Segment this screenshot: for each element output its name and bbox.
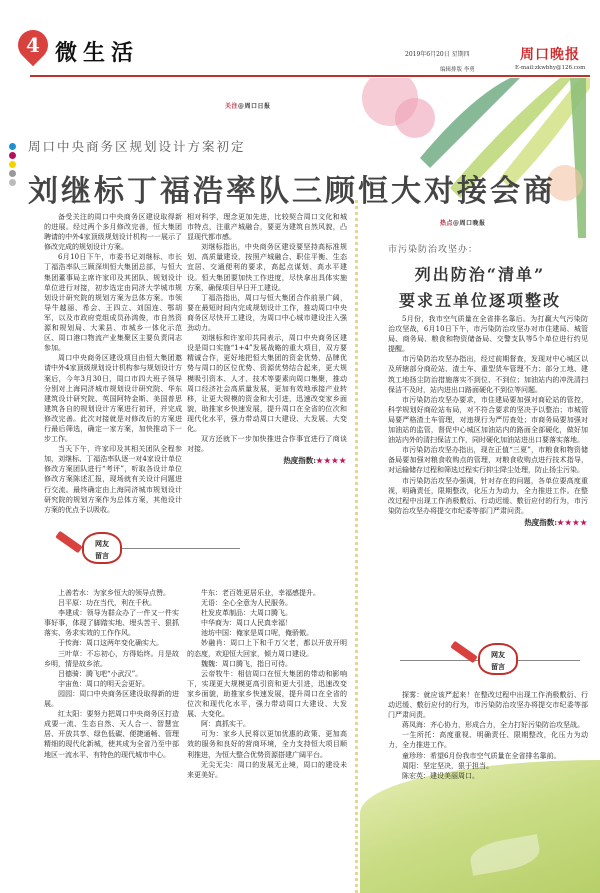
comments-right [388, 690, 588, 781]
comment: 宇宙鱼：周口的明天会更好。 [58, 679, 149, 688]
paragraph: 刘继标和许家印共同表示，周口中央商务区建设是周口实施“1+4”发展战略的重大项目，双方要精诚合作，更好地把恒大集团的资金优势、品牌优势与周口的区位优势、资源优势结合起来，更大规模吸引资本、人才、技术等要素向周口集聚，推动周口经济社会高质量发展，更加有效地承接产业转移，让更大规模的资金和大引进，迅速改变家乡面貌，助推家乡快速发展，提升周口在全省的位次和现代化水平，强力带动周口大建设、大发展、大变化。 [187, 334, 347, 433]
article2-headline: 列出防治“清单” 要求五单位逐项整改 [398, 265, 561, 310]
comment: 牛东：老百姓更居乐业，幸福感提升。 [201, 589, 320, 597]
comment: 无尖无尖：周口的发展无止境，周口的建设未来更美好。 [187, 760, 347, 779]
comment: 一生所托：高度重视、明确责任、限期整改，化压力为动力，全力推进工作。 [388, 731, 588, 750]
contact-email: E-mail:zkwbhy@126.com [515, 65, 586, 71]
article2-heat-rating: 热度指数:★★★★ [524, 517, 588, 527]
star-rating-icon: ★★★★ [316, 456, 347, 466]
article1-source-label: 关注@周口日报 [225, 103, 271, 110]
comments-badge: 网友 留言 [82, 532, 122, 564]
article2-body [388, 314, 588, 528]
comment: 妙融肖：周口上下和千万父老，都以开放开明的态度，欢迎恒大回家，倾力周口建设。 [187, 639, 347, 658]
comment: 中华商为：周口人民真幸福！ [201, 619, 292, 628]
article1-headline: 刘继标丁福浩率队三顾恒大对接会商 [28, 174, 556, 209]
paragraph: 市污染防治攻坚办要求，市住建局要加强对商砼站的管控，科学规划好商砼站布局，对不符合要求的坚决予以整治；市城管局要严格渣土车管理，对违规行为严厉查处；市商务局要加强对加油站的监管，督促中心城区加油站内的路面全部硬化，做好加油站内外的清扫保洁工作，同时硬化加油站进出口要落实落地。 [388, 395, 588, 445]
article2-source-label: 热点@周口晚报 [440, 220, 486, 227]
page-number: 4 [26, 33, 40, 57]
paragraph: 双方还就下一步加快推进合作事宜进行了商谈对接。 [187, 435, 347, 454]
paragraph: 市污染防治攻坚办强调，针对存在的问题，各单位要高度重视，明确责任，限期整改，化压力为动力，全力推进工作。在整改过程中出现工作消极敷衍、行动迟缓、敷衍应付的行为，市污染防治攻坚办将提交市纪委等部门严肃问责。 [388, 476, 588, 515]
paragraph: 5月份，我市空气质量在全省排名靠后。为打赢大气污染防治攻坚战，6月10日下午，市污染防治攻坚办对市住建局、城管局、商务局、粮食和物资储备局、交警支队等5个单位进行约见提醒。 [388, 315, 588, 354]
comment: 三叶草：不忘初心，方得始终。月是故乡明，情是故乡浓。 [44, 649, 179, 668]
paragraph: 周口中央商务区建设项目由恒大集团邀请中外4家顶级规划设计机构参与规划设计方案后，今年3月30日，周口市四大班子领导分别对上海同济城市规划设计研究院、华东建筑设计研究院、英国阿特金斯、美国普思建筑各自的规划设计方案进行初评，并完成修改完善。此次对接就是对修改后的方案进行最后筛选，确定一家方案，加快推动下一步工作。 [44, 354, 182, 444]
comment: 红太阳：要努力把周口中央商务区打造成要一流、生态自然、天人合一、智慧宜居、开放共享、绿色低碳、便捷通畅、管理精细的现代化新城，使其成为全省乃至中部地区一流水平、有特色的现代城市中心。 [44, 710, 179, 759]
floral-decoration-icon [360, 78, 590, 238]
article1-heat-rating: 热度指数:★★★★ [283, 456, 347, 466]
paragraph: 相对科学，理念更加先进，比较契合周口文化和城市特点，注重产城融合，要更为建筑自然风貌，凸显现代都市感。 [187, 213, 347, 242]
issue-date: 2019年6月20日 星期四 [405, 51, 470, 58]
paragraph: 当天下午，许家印及其相关团队全程参加，刘继标、丁福浩率队逐一对4家设计单位修改方案团队进行“考评”，听取各设计单位修改方案陈述汇报，现场就有关设计问题进行交流。最终确定由上海同济城市规划设计研究院的规划方案作为总体方案，其他设计方案的优点予以吸收。 [44, 445, 182, 514]
paragraph: 丁福浩指出，周口与恒大集团合作前景广阔，要在最短时间内完成规划设计工作，推动周口中央商务区尽快开工建设，为周口中心城市建设注入强劲动力。 [187, 293, 347, 333]
color-registration-dots [9, 143, 16, 188]
comment: 于传海：周口这两年变化确实大。 [58, 639, 163, 648]
comment: 可为：家乡人民将以更加优惠的政策、更加高效的服务和良好的营商环境，全力支持恒大项目顺利推进，为恒大整合优势资源搭建广阔平台。 [187, 730, 347, 759]
comment: 周阳：坚定坚决，狠于担当。 [402, 761, 493, 770]
header-rule [30, 75, 590, 77]
comment: 阿：真抓实干。 [201, 720, 250, 729]
paragraph: 刘继标指出，中央商务区建设要坚持高标准规划、高质量建设，按照产城融合、职住平衡、生态宜居、交通便利的要求，高起点谋划、高水平建设。恒大集团要加快工作进度，尽快拿出具体实施方案，确保项目早日开工建设。 [187, 243, 347, 292]
comment: 园园：周口中央商务区建设取得新的进展。 [44, 689, 179, 709]
article2-subtitle: 市污染防治攻坚办： [388, 245, 479, 255]
article1-column-2 [187, 212, 347, 466]
comments-left-column-1 [44, 588, 179, 760]
comment: 李建成：领导为群众办了一件又一件实事好事，体现了脚踏实地、埋头苦干、狠抓落实、务求实效的工作作风。 [44, 609, 179, 638]
article1-column-1 [44, 212, 182, 515]
article1-subtitle: 周口中央商务区规划设计方案初定 [28, 139, 246, 154]
column-separator [355, 200, 358, 893]
comments-left-column-2 [187, 588, 347, 780]
paragraph: 6月10日下午，市委书记刘继标、市长丁福浩率队三顾深圳恒大集团总部，与恒大集团董事局主席许家印及其团队、规划设计单位进行对接，初步选定由同济大学城市规划设计研究院的规划方案为总体方案。市领导牛越丽、希会、王四立、刘国连、鄂胡军，以及市政府党组成员孙鸿俊，市自然资源和规划局、大乘县、市城乡一体化示范区、周口港口物流产业集聚区主要负责同志参加。 [44, 253, 182, 353]
comments-badge: 网友 留言 [478, 643, 518, 675]
pencil-icon [55, 531, 83, 554]
paragraph: 市污染防治攻坚办指出，现在正值“三夏”，市粮食和物资储备局要加强对粮食收购点的管理，对粮食收购点进行技术指导，对运输储存过程和筛选过程实行抑尘降尘处理，防止扬尘污染。 [388, 446, 588, 475]
editor-credit: 编辑排版 李勇 [440, 67, 475, 73]
comment: 云帝牧牛：相信周口在恒大集团的带动和影响下，实现更大规模更高引资和更大引进，迅速改变家乡面貌，助推家乡快速发展，提升周口在全省的位次和现代化水平，强力带动周口大建设、大发展、大变化。 [187, 669, 347, 719]
comment: 陈宏英：建设美丽周口。 [402, 771, 479, 780]
section-title: 微生活 [55, 40, 140, 66]
paragraph: 备受关注的周口中央商务区建设取得新的进展。经过两个多月修改完善，恒大集团聘请的中外4家顶级规划设计机构一一展示了修改完成的规划设计方案。 [44, 213, 182, 252]
comment: 吕平原：功在当代，利在千秋。 [58, 599, 156, 608]
comment: 吕德骑：腾飞吧“小武汉”。 [58, 669, 143, 678]
comment: 杜发皮革制品：大周口腾飞。 [201, 609, 292, 618]
divider [110, 548, 240, 549]
comment: 无语：全心全意为人民服务。 [201, 599, 292, 608]
comment: 池坊中国：俺家是周口呢，俺骄傲。 [201, 629, 313, 638]
comment: 探雾：就应该严起来！在整改过程中出现工作消极敷衍、行动迟缓、敷衍应付的行为，市污染防治攻坚办将提交市纪委等部门严肃问责。 [388, 691, 588, 720]
newspaper-logo: 周口晚报 [520, 47, 580, 63]
comment: 魏魏：周口腾飞，指日可待。 [201, 659, 292, 668]
star-rating-icon: ★★★★ [557, 517, 588, 527]
comment: 童珍珍：希望6月份我市空气质量在全省排名靠前。 [402, 751, 561, 760]
comment: 上善若水：为家乡恒大的领导点赞。 [58, 589, 170, 597]
comment: 蒋凤海：齐心协力，形成合力，全力打好污染防治攻坚战。 [402, 721, 584, 730]
paragraph: 市污染防治攻坚办指出，经过前期督查，发现对中心城区以及所辖部分商砼站、渣土车、重型货车管理不力；部分工地、建筑工地扬尘防治措施落实不到位、不到位；加油站内的冲洗清扫保洁不及时，站内进出口路面硬化不到位等问题。 [388, 355, 588, 394]
